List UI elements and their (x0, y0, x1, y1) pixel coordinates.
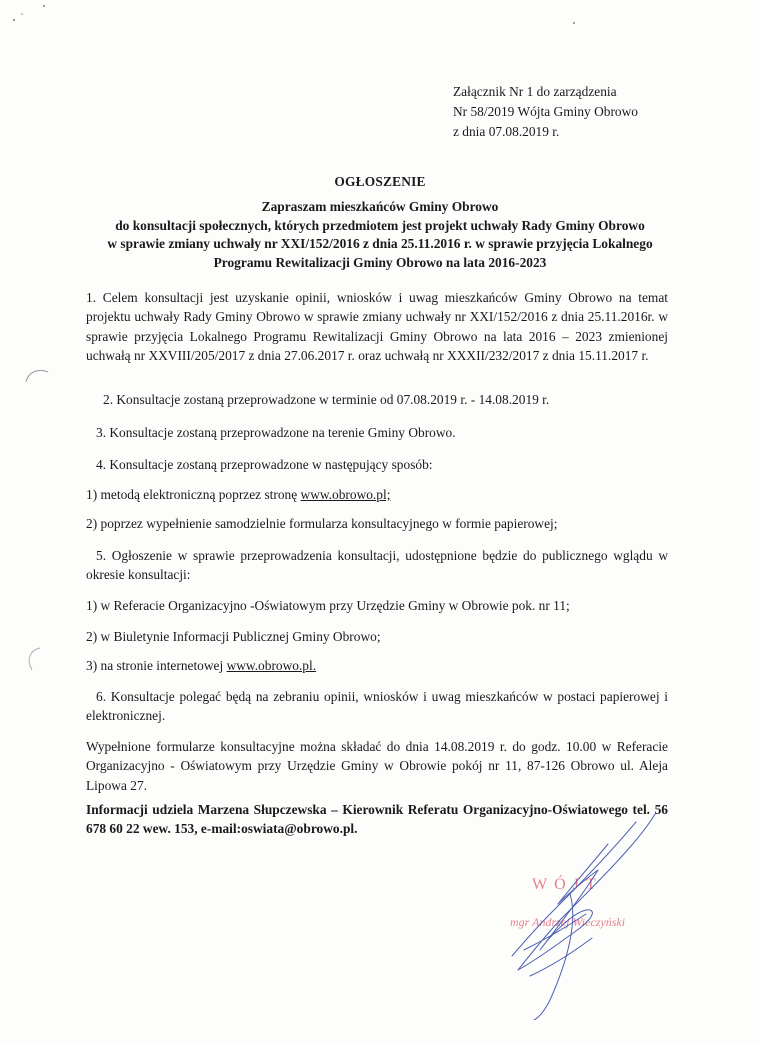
point-2-paragraph: 2. Konsultacje zostaną przeprowadzone w terminie od 07.08.2019 r. - 14.08.2019 r. (103, 392, 550, 407)
stamp-title: WÓJT (532, 876, 603, 893)
annex-line-2: Nr 58/2019 Wójta Gminy Obrowo (453, 104, 638, 119)
invitation-line-1: Zapraszam mieszkańców Gminy Obrowo (261, 199, 499, 214)
point-3-paragraph: 3. Konsultacje zostaną przeprowadzone na terenie Gminy Obrowo. (96, 425, 456, 440)
point-6-paragraph: 6. Konsultacje polegać będą na zebraniu opinii, wniosków i uwag mieszkańców w postaci papierowej i elektronicznej. (86, 689, 668, 724)
point-4-option-2: 2) poprzez wypełnienie samodzielnie formularza konsultacyjnego w formie papierowej; (86, 516, 558, 531)
point-5-paragraph: 5. Ogłoszenie w sprawie przeprowadzenia konsultacji, udostępnione będzie do publicznego wglądu w okresie konsultacji: (86, 548, 668, 583)
scan-dust-marks (0, 0, 760, 40)
point-5-option-3 (86, 656, 668, 675)
contact-paragraph: Informacji udziela Marzena Słupczewska – Kierownik Referatu Organizacyjno-Oświatowego tel. 56 678 60 22 wew. 153, e-mail:oswiata@obrowo.pl. (86, 802, 668, 837)
annex-line-3: z dnia 07.08.2019 r. (453, 124, 560, 139)
annex-line-1: Załącznik Nr 1 do zarządzenia (453, 84, 617, 99)
annex-header (453, 82, 693, 142)
invitation-line-4: Programu Rewitalizacji Gminy Obrowo na lata 2016-2023 (213, 254, 547, 270)
handwritten-signature (440, 800, 680, 1020)
scan-hole-mark-top (24, 366, 50, 384)
scan-hole-mark-bottom (24, 646, 44, 672)
point-5-option-2: 2) w Biuletynie Informacji Publicznej Gminy Obrowo; (86, 629, 381, 644)
point-5-option-3-text: 3) na stronie internetowej (86, 658, 227, 673)
point-4-paragraph: 4. Konsultacje zostaną przeprowadzone w następujący sposób: (96, 457, 433, 472)
obrowo-homepage-link[interactable]: www.obrowo.pl. (226, 658, 317, 673)
invitation-heading (70, 198, 690, 272)
invitation-line-3: w sprawie zmiany uchwały nr XXI/152/2016 z dnia 25.11.2016 r. w sprawie przyjęcia Lokalnego (107, 236, 653, 251)
point-1-paragraph: 1. Celem konsultacji jest uzyskanie opinii, wniosków i uwag mieszkańców Gminy Obrowo na temat projektu uchwały Rady Gminy Obrowo w sprawie zmiany uchwały nr XXI/152/2016 z dnia 25.11.2016r. w sprawie przyjęcia Lokalnego Programu Rewitalizacji Gminy Obrowo na lata 2016 – 2023 zmienionej uchwałą nr XXVIII/205/2017 z dnia 27.06.2017 r. oraz uchwałą nr XXXII/232/2017 z dnia 15.11.2017 r. (86, 290, 668, 363)
stamp-name: mgr Andrzej Wieczyński (510, 915, 626, 929)
point-4-option-1 (86, 485, 668, 504)
point-5-option-1: 1) w Referacie Organizacyjno -Oświatowym przy Urzędzie Gminy w Obrowie pok. nr 11; (86, 598, 570, 613)
document-title: OGŁOSZENIE (334, 174, 426, 189)
submission-paragraph: Wypełnione formularze konsultacyjne można składać do dnia 14.08.2019 r. do godz. 10.00 w Referacie Organizacyjno - Oświatowym przy Urzędzie Gminy w Obrowie pokój nr 11, 87-126 Obrowo ul. Aleja Lipowa 27. (86, 739, 668, 793)
point-4-option-1-text: 1) metodą elektroniczną poprzez stronę (86, 487, 301, 502)
obrowo-website-link[interactable]: www.obrowo.pl; (300, 487, 391, 502)
invitation-line-2: do konsultacji społecznych, których przedmiotem jest projekt uchwały Rady Gminy Obrowo (115, 217, 645, 233)
